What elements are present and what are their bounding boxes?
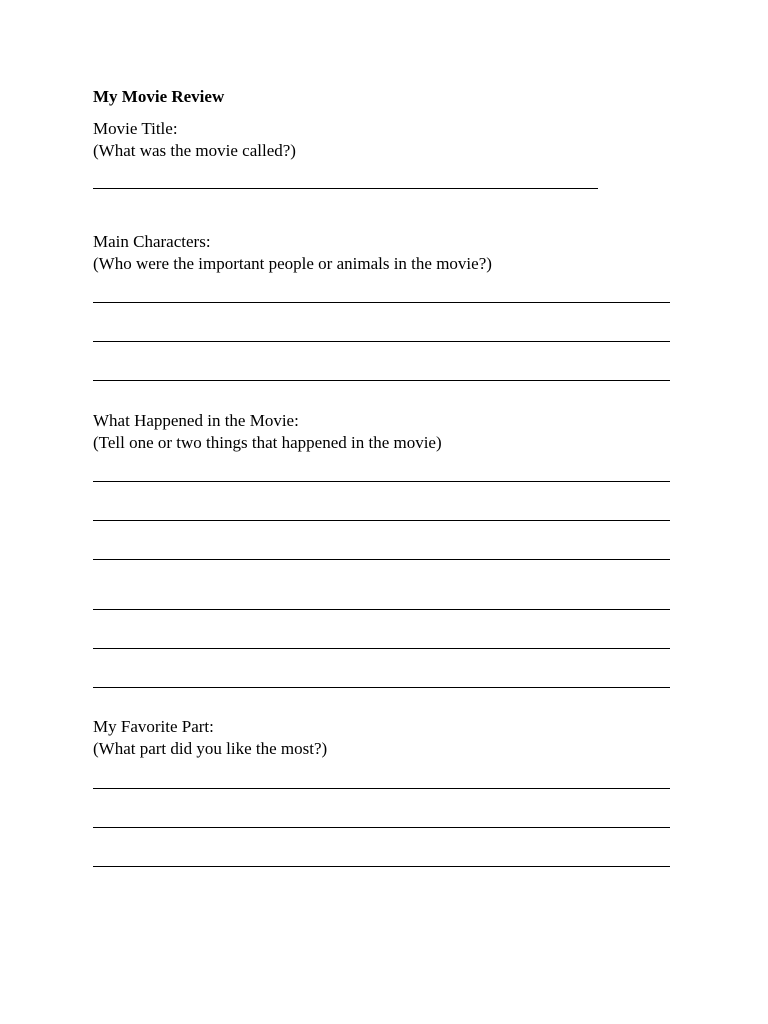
movie-title-label: Movie Title: (93, 119, 178, 138)
what-happened-prompt: (Tell one or two things that happened in the movie) (93, 433, 442, 452)
main-characters-answer-line-1[interactable] (93, 302, 670, 303)
what-happened-answer-line-4[interactable] (93, 609, 670, 610)
favorite-part-answer-line-2[interactable] (93, 827, 670, 828)
favorite-part-prompt: (What part did you like the most?) (93, 739, 328, 758)
movie-title-answer-line[interactable] (93, 188, 598, 189)
main-characters-prompt: (Who were the important people or animals in the movie?) (93, 254, 492, 273)
what-happened-answer-line-5[interactable] (93, 648, 670, 649)
main-characters-label: Main Characters: (93, 232, 211, 251)
what-happened-answer-line-2[interactable] (93, 520, 670, 521)
main-characters-answer-line-3[interactable] (93, 380, 670, 381)
favorite-part-label: My Favorite Part: (93, 717, 214, 736)
what-happened-answer-line-3[interactable] (93, 559, 670, 560)
favorite-part-answer-line-1[interactable] (93, 788, 670, 789)
what-happened-answer-line-1[interactable] (93, 481, 670, 482)
what-happened-answer-line-6[interactable] (93, 687, 670, 688)
page-title: My Movie Review (93, 87, 225, 106)
movie-title-prompt: (What was the movie called?) (93, 141, 296, 160)
favorite-part-answer-line-3[interactable] (93, 866, 670, 867)
what-happened-label: What Happened in the Movie: (93, 411, 299, 430)
main-characters-answer-line-2[interactable] (93, 341, 670, 342)
